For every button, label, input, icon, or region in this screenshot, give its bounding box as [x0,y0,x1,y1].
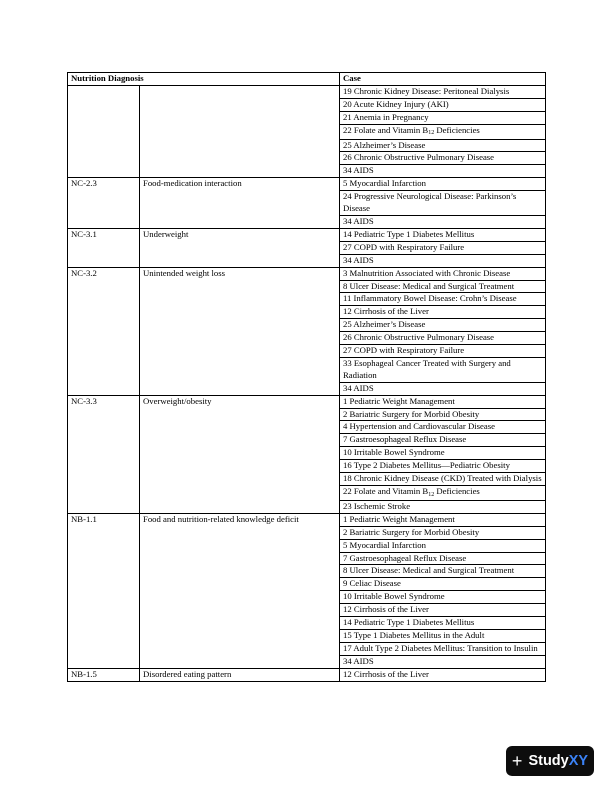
case-cell: 34 AIDS [340,382,546,395]
case-cell: 33 Esophageal Cancer Treated with Surgery and Radiation [340,357,546,382]
case-text: 22 Folate and Vitamin B [343,486,429,496]
table-row [68,668,546,681]
case-cell: 12 Cirrhosis of the Liver [340,604,546,617]
case-cell: 17 Adult Type 2 Diabetes Mellitus: Transition to Insulin [340,642,546,655]
diagnosis-code: NB-1.1 [68,513,140,668]
case-cell: 5 Myocardial Infarction [340,539,546,552]
table-row [68,267,546,280]
case-cell: 15 Type 1 Diabetes Mellitus in the Adult [340,629,546,642]
diagnosis-code: NC-3.3 [68,395,140,513]
header-nutrition-diagnosis: Nutrition Diagnosis [68,73,340,86]
case-cell: 9 Celiac Disease [340,578,546,591]
case-cell: 12 Cirrhosis of the Liver [340,306,546,319]
case-cell: 34 AIDS [340,655,546,668]
case-cell: 34 AIDS [340,165,546,178]
case-subscript: 12 [428,130,435,137]
case-cell: 19 Chronic Kidney Disease: Peritoneal Dialysis [340,85,546,98]
case-cell: 26 Chronic Obstructive Pulmonary Disease [340,152,546,165]
case-cell: 20 Acute Kidney Injury (AKI) [340,98,546,111]
diagnosis-label: Food and nutrition-related knowledge deficit [140,513,340,668]
case-text: 22 Folate and Vitamin B [343,124,429,135]
diagnosis-label: Overweight/obesity [140,395,340,513]
case-cell: 18 Chronic Kidney Disease (CKD) Treated with Dialysis [340,473,546,486]
case-cell: 7 Gastroesophageal Reflux Disease [340,434,546,447]
case-cell: 16 Type 2 Diabetes Mellitus—Pediatric Obesity [340,460,546,473]
diagnosis-cell [140,85,340,177]
case-text: Deficiencies [434,486,480,496]
table-header-row [68,73,546,86]
diagnosis-label: Underweight [140,228,340,267]
case-cell: 24 Progressive Neurological Disease: Parkinson’s Disease [340,191,546,216]
case-cell: 27 COPD with Respiratory Failure [340,241,546,254]
diagnosis-label: Disordered eating pattern [140,668,340,681]
case-cell: 7 Gastroesophageal Reflux Disease [340,552,546,565]
case-cell: 3 Malnutrition Associated with Chronic Disease [340,267,546,280]
table-row [68,178,546,191]
case-cell: 12 Cirrhosis of the Liver [340,668,546,681]
case-cell: 27 COPD with Respiratory Failure [340,345,546,358]
case-cell: 21 Anemia in Pregnancy [340,111,546,124]
case-cell [340,124,546,139]
case-cell: 14 Pediatric Type 1 Diabetes Mellitus [340,617,546,630]
case-cell: 25 Alzheimer’s Disease [340,139,546,152]
case-text: Deficiencies [434,124,480,135]
case-cell: 26 Chronic Obstructive Pulmonary Disease [340,332,546,345]
case-cell: 10 Irritable Bowel Syndrome [340,447,546,460]
diagnosis-code: NC-3.1 [68,228,140,267]
diagnosis-label: Food-medication interaction [140,178,340,229]
case-cell: 1 Pediatric Weight Management [340,395,546,408]
case-cell: 34 AIDS [340,215,546,228]
case-cell: 2 Bariatric Surgery for Morbid Obesity [340,526,546,539]
diagnosis-code: NB-1.5 [68,668,140,681]
case-cell [340,486,546,501]
case-cell: 11 Inflammatory Bowel Disease: Crohn’s Disease [340,293,546,306]
studyxy-badge[interactable] [506,746,594,776]
table-body [68,85,546,681]
case-cell: 4 Hypertension and Cardiovascular Disease [340,421,546,434]
case-cell: 2 Bariatric Surgery for Morbid Obesity [340,408,546,421]
case-cell: 25 Alzheimer’s Disease [340,319,546,332]
case-cell: 1 Pediatric Weight Management [340,513,546,526]
table-row [68,85,546,98]
case-subscript: 12 [428,491,435,498]
case-cell: 10 Irritable Bowel Syndrome [340,591,546,604]
brand-study: Study [528,753,569,769]
table-row [68,228,546,241]
table-row [68,395,546,408]
diagnosis-code: NC-3.2 [68,267,140,395]
case-cell: 34 AIDS [340,254,546,267]
diagnosis-label: Unintended weight loss [140,267,340,395]
plus-icon: + [511,751,523,771]
case-cell: 8 Ulcer Disease: Medical and Surgical Treatment [340,280,546,293]
diagnosis-code: NC-2.3 [68,178,140,229]
case-cell: 8 Ulcer Disease: Medical and Surgical Treatment [340,565,546,578]
case-cell: 23 Ischemic Stroke [340,500,546,513]
case-cell: 14 Pediatric Type 1 Diabetes Mellitus [340,228,546,241]
table-row [68,513,546,526]
case-cell: 5 Myocardial Infarction [340,178,546,191]
header-case: Case [340,73,546,86]
brand-xy: XY [568,753,589,769]
code-cell [68,85,140,177]
nutrition-diagnosis-table [67,72,546,682]
